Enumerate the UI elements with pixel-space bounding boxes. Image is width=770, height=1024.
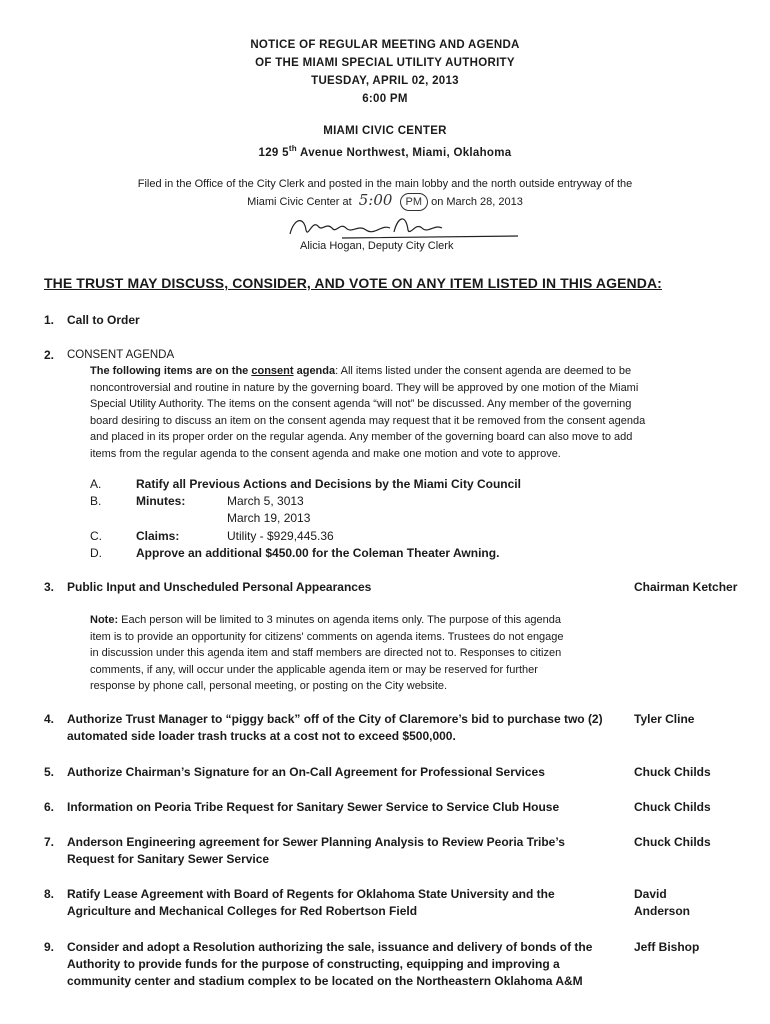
agenda-heading: THE TRUST MAY DISCUSS, CONSIDER, AND VOTE ON ANY ITEM LISTED IN THIS AGENDA: (44, 275, 662, 291)
item-number: 4. (44, 712, 55, 726)
signer-name: Alicia Hogan, Deputy City Clerk (300, 240, 454, 252)
filing-statement (60, 176, 710, 211)
item-presenter: Chuck Childs (634, 835, 711, 849)
item-presenter: Tyler Cline (634, 712, 695, 726)
notice-header (0, 36, 770, 108)
item-text: Public Input and Unscheduled Personal Appearances (67, 580, 372, 594)
item-number: 9. (44, 940, 55, 954)
item-text: Authorize Chairman’s Signature for an On-Call Agreement for Professional Services (67, 765, 545, 779)
item-number: 7. (44, 835, 55, 849)
item-text: Authorize Trust Manager to “piggy back” off of the City of Claremore’s bid to purchase two (2) automated side loader trash trucks at a cost not to exceed $500,000. (67, 712, 603, 743)
venue-block (0, 122, 770, 162)
item-text: Ratify Lease Agreement with Board of Regents for Oklahoma State University and the Agriculture and Mechanical Colleges for Red Robertson Field (67, 887, 555, 918)
consent-intro: The following items are on the consent agenda: All items listed under the consent agenda are deemed to be noncontroversial and routine in nature by the governing board. They will be approved by one motion of the Miami Special Utility Authority. The items on the consent agenda “will not” be discussed. Any member of the governing board desiring to discuss an item on the consent agenda may request that it be removed from the consent agenda and placed in its proper order on the regular agenda. Any member of the governing board can also move to add items from the regular agenda to the consent agenda and make one motion and vote to approve. (90, 365, 646, 460)
filing-line-1: Filed in the Office of the City Clerk and posted in the main lobby and the north outside entryway of the (137, 178, 633, 190)
handwritten-time: 5:00 (358, 191, 393, 209)
circled-pm: PM (400, 193, 429, 211)
item-text: Information on Peoria Tribe Request for Sanitary Sewer Service to Service Club House (67, 800, 560, 814)
item-presenter: Chairman Ketcher (634, 580, 738, 594)
header-line-1: NOTICE OF REGULAR MEETING AND AGENDA (250, 39, 520, 51)
header-line-3: TUESDAY, APRIL 02, 2013 (311, 75, 459, 87)
item-number: 5. (44, 765, 55, 779)
venue-name: MIAMI CIVIC CENTER (323, 125, 447, 137)
item-number: 2. (44, 348, 55, 362)
item-text: Consider and adopt a Resolution authorizing the sale, issuance and delivery of bonds of the Authority to provide funds for the purpose of constructing, equipping and improving a community center and stadium complex to be located on the Northeastern Oklahoma A&M (67, 940, 593, 988)
item-presenter: David Anderson (634, 887, 691, 918)
item-text: Call to Order (67, 313, 140, 327)
item-presenter: Chuck Childs (634, 765, 711, 779)
item-presenter: Jeff Bishop (634, 940, 700, 954)
item-number: 3. (44, 580, 55, 594)
item-presenter: Chuck Childs (634, 800, 711, 814)
filing-line-2: Miami Civic Center at 5:00 PM on March 28, 2013 (247, 191, 523, 209)
venue-address: 129 5th Avenue Northwest, Miami, Oklahoma (258, 144, 512, 159)
item-number: 1. (44, 313, 55, 327)
public-input-note: Note: Each person will be limited to 3 minutes on agenda items only. The purpose of this agenda item is to provide an opportunity for citizens' comments on agenda items. Trustees do not engage in discussion under this agenda item and staff members are directed not to. Responses to citizen comments, if any, will occur under the applicable agenda item or may be reserved for further response by phone call, personal meeting, or posting on the City website. (90, 614, 564, 692)
item-number: 6. (44, 800, 55, 814)
item-number: 8. (44, 887, 55, 901)
item-text: Anderson Engineering agreement for Sewer Planning Analysis to Review Peoria Tribe’s Request for Sanitary Sewer Service (67, 835, 565, 866)
item-text: CONSENT AGENDA (67, 349, 175, 361)
header-line-4: 6:00 PM (362, 93, 408, 105)
header-line-2: OF THE MIAMI SPECIAL UTILITY AUTHORITY (255, 57, 515, 69)
handwritten-signature (282, 212, 522, 242)
